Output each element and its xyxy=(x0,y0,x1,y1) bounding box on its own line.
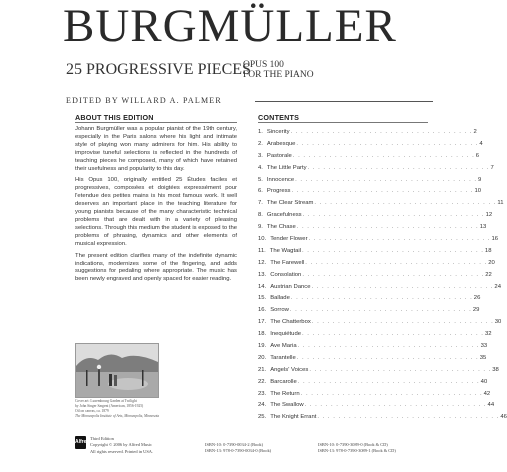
contents-divider xyxy=(258,122,428,123)
isbn-line: ISBN-13: 978-0-7390-3089-1 (Book & CD) xyxy=(318,448,396,454)
contents-item-title: Austrian Dance xyxy=(270,283,311,290)
contents-item-page: 26 xyxy=(473,295,481,302)
contents-item xyxy=(258,399,495,411)
contents-item-title: Innocence xyxy=(266,176,295,183)
contents-item-number: 23. xyxy=(258,390,267,397)
edition-label: Third Edition xyxy=(90,436,114,441)
cover-art-image xyxy=(75,343,159,398)
contents-item-title: The Clear Stream xyxy=(266,200,314,207)
contents-item-title: The Wagtail xyxy=(269,247,301,254)
contents-item xyxy=(258,340,488,352)
contents-item-number: 18. xyxy=(258,331,267,338)
opus-line-2: FOR THE PIANO xyxy=(243,70,314,80)
dot-leader: . . . . . . . . . . . . . . . . . . . . . . . . . . . . . . . . . . . xyxy=(311,319,494,326)
contents-item xyxy=(258,328,492,340)
caption-line: Cover art: Luxembourg Garden at Twilight xyxy=(75,399,137,403)
contents-item-title: Consolation xyxy=(270,271,302,278)
contents-item-title: The Farewell xyxy=(270,259,305,266)
header-divider xyxy=(255,101,433,102)
contents-item-number: 25. xyxy=(258,414,267,421)
dot-leader: . . . . . . . . . . . . . . . . . . . . . . . . . . . . . . . . . . . xyxy=(290,295,473,302)
contents-item-number: 19. xyxy=(258,342,267,349)
contents-item xyxy=(258,376,488,388)
dot-leader: . . . . . . . . . . . . . . . . . . . . . . . . . . . . . . . . . . . xyxy=(297,342,480,349)
contents-item-number: 5. xyxy=(258,176,263,183)
contents-item-number: 2. xyxy=(258,140,263,147)
contents-item-title: The Little Party xyxy=(266,164,307,171)
contents-item-title: Tarantelle xyxy=(270,354,296,361)
contents-item-page: 38 xyxy=(492,366,499,373)
contents-item-title: Sorrow xyxy=(270,307,289,314)
dot-leader: . . . . . . . . . . . . . . . . . . . . . . . . . . . . . . . . . . . xyxy=(317,414,500,421)
about-divider xyxy=(75,122,237,123)
dot-leader: . . . . . . . . . . . . . . . . . . . . . . . . . . . . . . . . . . . xyxy=(302,271,485,278)
contents-item xyxy=(258,352,487,364)
contents-item xyxy=(258,292,481,304)
edition-info xyxy=(90,436,153,455)
contents-item-title: Ballade xyxy=(270,295,290,302)
about-paragraph: His Opus 100, originally entitled 25 Études faciles et progressives, composées et doigtées expressément pour l'etendue des petites mains is his most famous work. It well deserves an important place in the teaching literature for young pianists because of the many characteristic technical problems that are dealt with in a variety of pleasing selections. Through this medium the student is exposed to the problems of phrasing, dynamics and other elements of musical expression. xyxy=(75,177,237,247)
contents-item-page: 46 xyxy=(500,414,507,421)
dot-leader: . . . . . . . . . . . . . . . . . . . . . . . . . . . . . . . . . . . xyxy=(296,354,479,361)
contents-item-page: 42 xyxy=(483,390,491,397)
isbn-line: ISBN-10: 0-7390-3089-0 (Book & CD) xyxy=(318,442,388,447)
contents-item xyxy=(258,138,483,150)
isbn-book-cd xyxy=(318,442,396,455)
contents-item-number: 10. xyxy=(258,235,267,242)
contents-item-title: Gracefulness xyxy=(266,212,302,219)
contents-item-page: 35 xyxy=(479,354,487,361)
contents-item-title: Progress xyxy=(266,188,291,195)
contents-item-page: 33 xyxy=(480,342,488,349)
isbn-line: ISBN-10: 0-7390-0034-2 (Book) xyxy=(205,442,264,447)
publisher-logo xyxy=(75,436,90,449)
dot-leader: . . . . . . . . . . . . . . . . . . . . . . . . . . . . . . . . . . . xyxy=(295,176,478,183)
isbn-book xyxy=(205,442,271,455)
contents-item-number: 17. xyxy=(258,319,267,326)
contents-item-page: 6 xyxy=(475,152,480,159)
contents-item xyxy=(258,281,501,293)
about-paragraph: Johann Burgmüller was a popular pianist of the 19th century, especially in the Paris salons where his light and intimate style of playing won many admirers for him. His ability to improvise tuneful selections is reflected in the hundreds of teaching pieces he composed, many of which have retained their usefulness and popularity to this day. xyxy=(75,126,237,172)
contents-item-page: 7 xyxy=(490,164,494,171)
dot-leader: . . . . . . . . . . . . . . . . . . . . . . . . . . . . . . . . . . . xyxy=(304,402,487,409)
contents-item-page: 22 xyxy=(485,271,492,278)
contents-item-page: 2 xyxy=(473,128,477,135)
contents-item-page: 40 xyxy=(480,378,488,385)
contents-item-number: 14. xyxy=(258,283,267,290)
dot-leader: . . . . . . . . . . . . . . . . . . . . . . . . . . . . . . . . . . . xyxy=(297,378,480,385)
contents-item-title: The Knight Errant xyxy=(270,414,317,421)
contents-item-title: Arabesque xyxy=(266,140,296,147)
composer-title: BURGMÜLLER xyxy=(63,0,397,52)
contents-item xyxy=(258,197,504,209)
contents-item xyxy=(258,316,502,328)
contents-item-page: 12 xyxy=(485,212,493,219)
dot-leader: . . . . . . . . . . . . . . . . . . . . . . . . . . . . . . . . . . . xyxy=(305,259,488,266)
contents-item-number: 9. xyxy=(258,224,263,231)
contents-item-page: 16 xyxy=(491,235,499,242)
contents-item-title: The Chase xyxy=(266,224,296,231)
contents-item-number: 8. xyxy=(258,212,263,219)
contents-item xyxy=(258,209,493,221)
contents-item xyxy=(258,245,492,257)
contents-item xyxy=(258,174,482,186)
dot-leader: . . . . . . . . . . . . . . . . . . . . . . . . . . . . . . . . . . . xyxy=(300,390,483,397)
contents-item-page: 29 xyxy=(472,307,480,314)
contents-item-title: Barcarolle xyxy=(270,378,297,385)
dot-leader: . . . . . . . . . . . . . . . . . . . . . . . . . . . . . . . . . . . xyxy=(302,212,485,219)
contents-item-page: 4 xyxy=(479,140,483,147)
rights-line: All rights reserved. Printed in USA. xyxy=(90,448,154,454)
contents-item-page: 32 xyxy=(484,331,492,338)
contents-item-number: 12. xyxy=(258,259,267,266)
contents-item-page: 13 xyxy=(479,224,487,231)
contents-item-title: The Swallow xyxy=(270,402,304,409)
dot-leader: . . . . . . . . . . . . . . . . . . . . . . . . . . . . . . . . . . . xyxy=(296,140,479,147)
contents-item-number: 16. xyxy=(258,307,267,314)
contents-item xyxy=(258,388,491,400)
contents-item xyxy=(258,150,480,162)
about-text xyxy=(75,126,237,288)
contents-item-page: 11 xyxy=(497,200,504,207)
contents-item-number: 4. xyxy=(258,164,263,171)
opus-line-1: OPUS 100 xyxy=(243,60,284,70)
dot-leader: . . . . . . . . . . . . . . . . . . . . . . . . . . . . . . . . . . . xyxy=(289,307,472,314)
contents-item-number: 1. xyxy=(258,128,263,135)
caption-line: by John Singer Sargent (American, 1856-1925) xyxy=(75,404,144,408)
contents-item xyxy=(258,304,480,316)
dot-leader: . . . . . . . . . . . . . . . . . . . . . . . . . . . . . . . . . . . xyxy=(309,366,492,373)
contents-item xyxy=(258,162,494,174)
logo-text: Alfred xyxy=(75,439,90,445)
contents-item-page: 9 xyxy=(478,176,482,183)
contents-item-page: 18 xyxy=(484,247,492,254)
contents-item-number: 20. xyxy=(258,354,267,361)
opus-label xyxy=(243,60,314,80)
editor-credit: EDITED BY WILLARD A. PALMER xyxy=(66,96,222,105)
dot-leader: . . . . . . . . . . . . . . . . . . . . . . . . . . . . . . . . . . . xyxy=(308,235,491,242)
dot-leader: . . . . . . . . . . . . . . . . . . . . . . . . . . . . . . . . . . . xyxy=(301,247,484,254)
contents-item-page: 24 xyxy=(494,283,501,290)
caption-line: The Minneapolis Institute of Arts, Minneapolis, Minnesota xyxy=(75,414,160,418)
work-subtitle: 25 PROGRESSIVE PIECES xyxy=(66,61,251,78)
dot-leader: . . . . . . . . . . . . . . . . . . . . . . . . . . . . . . . . . . . xyxy=(292,152,475,159)
contents-item-number: 7. xyxy=(258,200,263,207)
contents-item-title: Pastorale xyxy=(266,152,292,159)
contents-item-title: Ave Maria xyxy=(270,342,297,349)
dot-leader: . . . . . . . . . . . . . . . . . . . . . . . . . . . . . . . . . . . xyxy=(307,164,490,171)
contents-item-number: 6. xyxy=(258,188,263,195)
contents-item xyxy=(258,126,477,138)
contents-item-page: 30 xyxy=(494,319,502,326)
contents-item xyxy=(258,257,495,269)
dot-leader: . . . . . . . . . . . . . . . . . . . . . . . . . . . . . . . . . . . xyxy=(314,200,497,207)
contents-item-number: 11. xyxy=(258,247,266,254)
contents-item-number: 22. xyxy=(258,378,267,385)
cover-art-caption xyxy=(75,399,170,419)
contents-list xyxy=(258,126,507,423)
garden-scene-icon xyxy=(76,344,158,397)
contents-item xyxy=(258,233,499,245)
contents-item-title: Sincerity xyxy=(266,128,290,135)
contents-item xyxy=(258,269,492,281)
contents-item-number: 13. xyxy=(258,271,267,278)
dot-leader: . . . . . . . . . . . . . . . . . . . . . . . . . . . . . . . . . . . xyxy=(302,331,484,338)
contents-item-number: 3. xyxy=(258,152,263,159)
contents-item xyxy=(258,364,499,376)
contents-item xyxy=(258,185,481,197)
caption-line: Oil on canvas, ca. 1879 xyxy=(75,409,109,413)
contents-item-title: Inequiétude xyxy=(270,331,301,338)
copyright-line: Copyright © 2006 by Alfred Music xyxy=(90,442,152,448)
contents-item-title: The Chatterbox xyxy=(270,319,311,326)
isbn-line: ISBN-13: 978-0-7390-0034-0 (Book) xyxy=(205,448,272,454)
contents-item xyxy=(258,411,507,423)
contents-item-number: 15. xyxy=(258,295,267,302)
contents-heading: CONTENTS xyxy=(258,113,300,122)
contents-item xyxy=(258,221,487,233)
dot-leader: . . . . . . . . . . . . . . . . . . . . . . . . . . . . . . . . . . . xyxy=(296,224,479,231)
contents-item-title: Tender Flower xyxy=(270,235,308,242)
contents-item-title: The Return xyxy=(270,390,300,397)
contents-item-number: 24. xyxy=(258,402,267,409)
contents-item-number: 21. xyxy=(258,366,267,373)
contents-item-page: 20 xyxy=(488,259,495,266)
contents-item-page: 44 xyxy=(487,402,495,409)
about-heading: ABOUT THIS EDITION xyxy=(75,113,154,122)
about-paragraph: The present edition clarifies many of the indefinite dynamic indications, modernizes some of the fingering, and adds suggestions for pedaling where appropriate. The music has been newly engraved and openly spaced for easier reading. xyxy=(75,252,237,283)
dot-leader: . . . . . . . . . . . . . . . . . . . . . . . . . . . . . . . . . . . xyxy=(311,283,494,290)
dot-leader: . . . . . . . . . . . . . . . . . . . . . . . . . . . . . . . . . . . xyxy=(290,128,473,135)
contents-item-page: 10 xyxy=(474,188,481,195)
contents-item-title: Angels' Voices xyxy=(270,366,309,373)
dot-leader: . . . . . . . . . . . . . . . . . . . . . . . . . . . . . . . . . . . xyxy=(291,188,474,195)
